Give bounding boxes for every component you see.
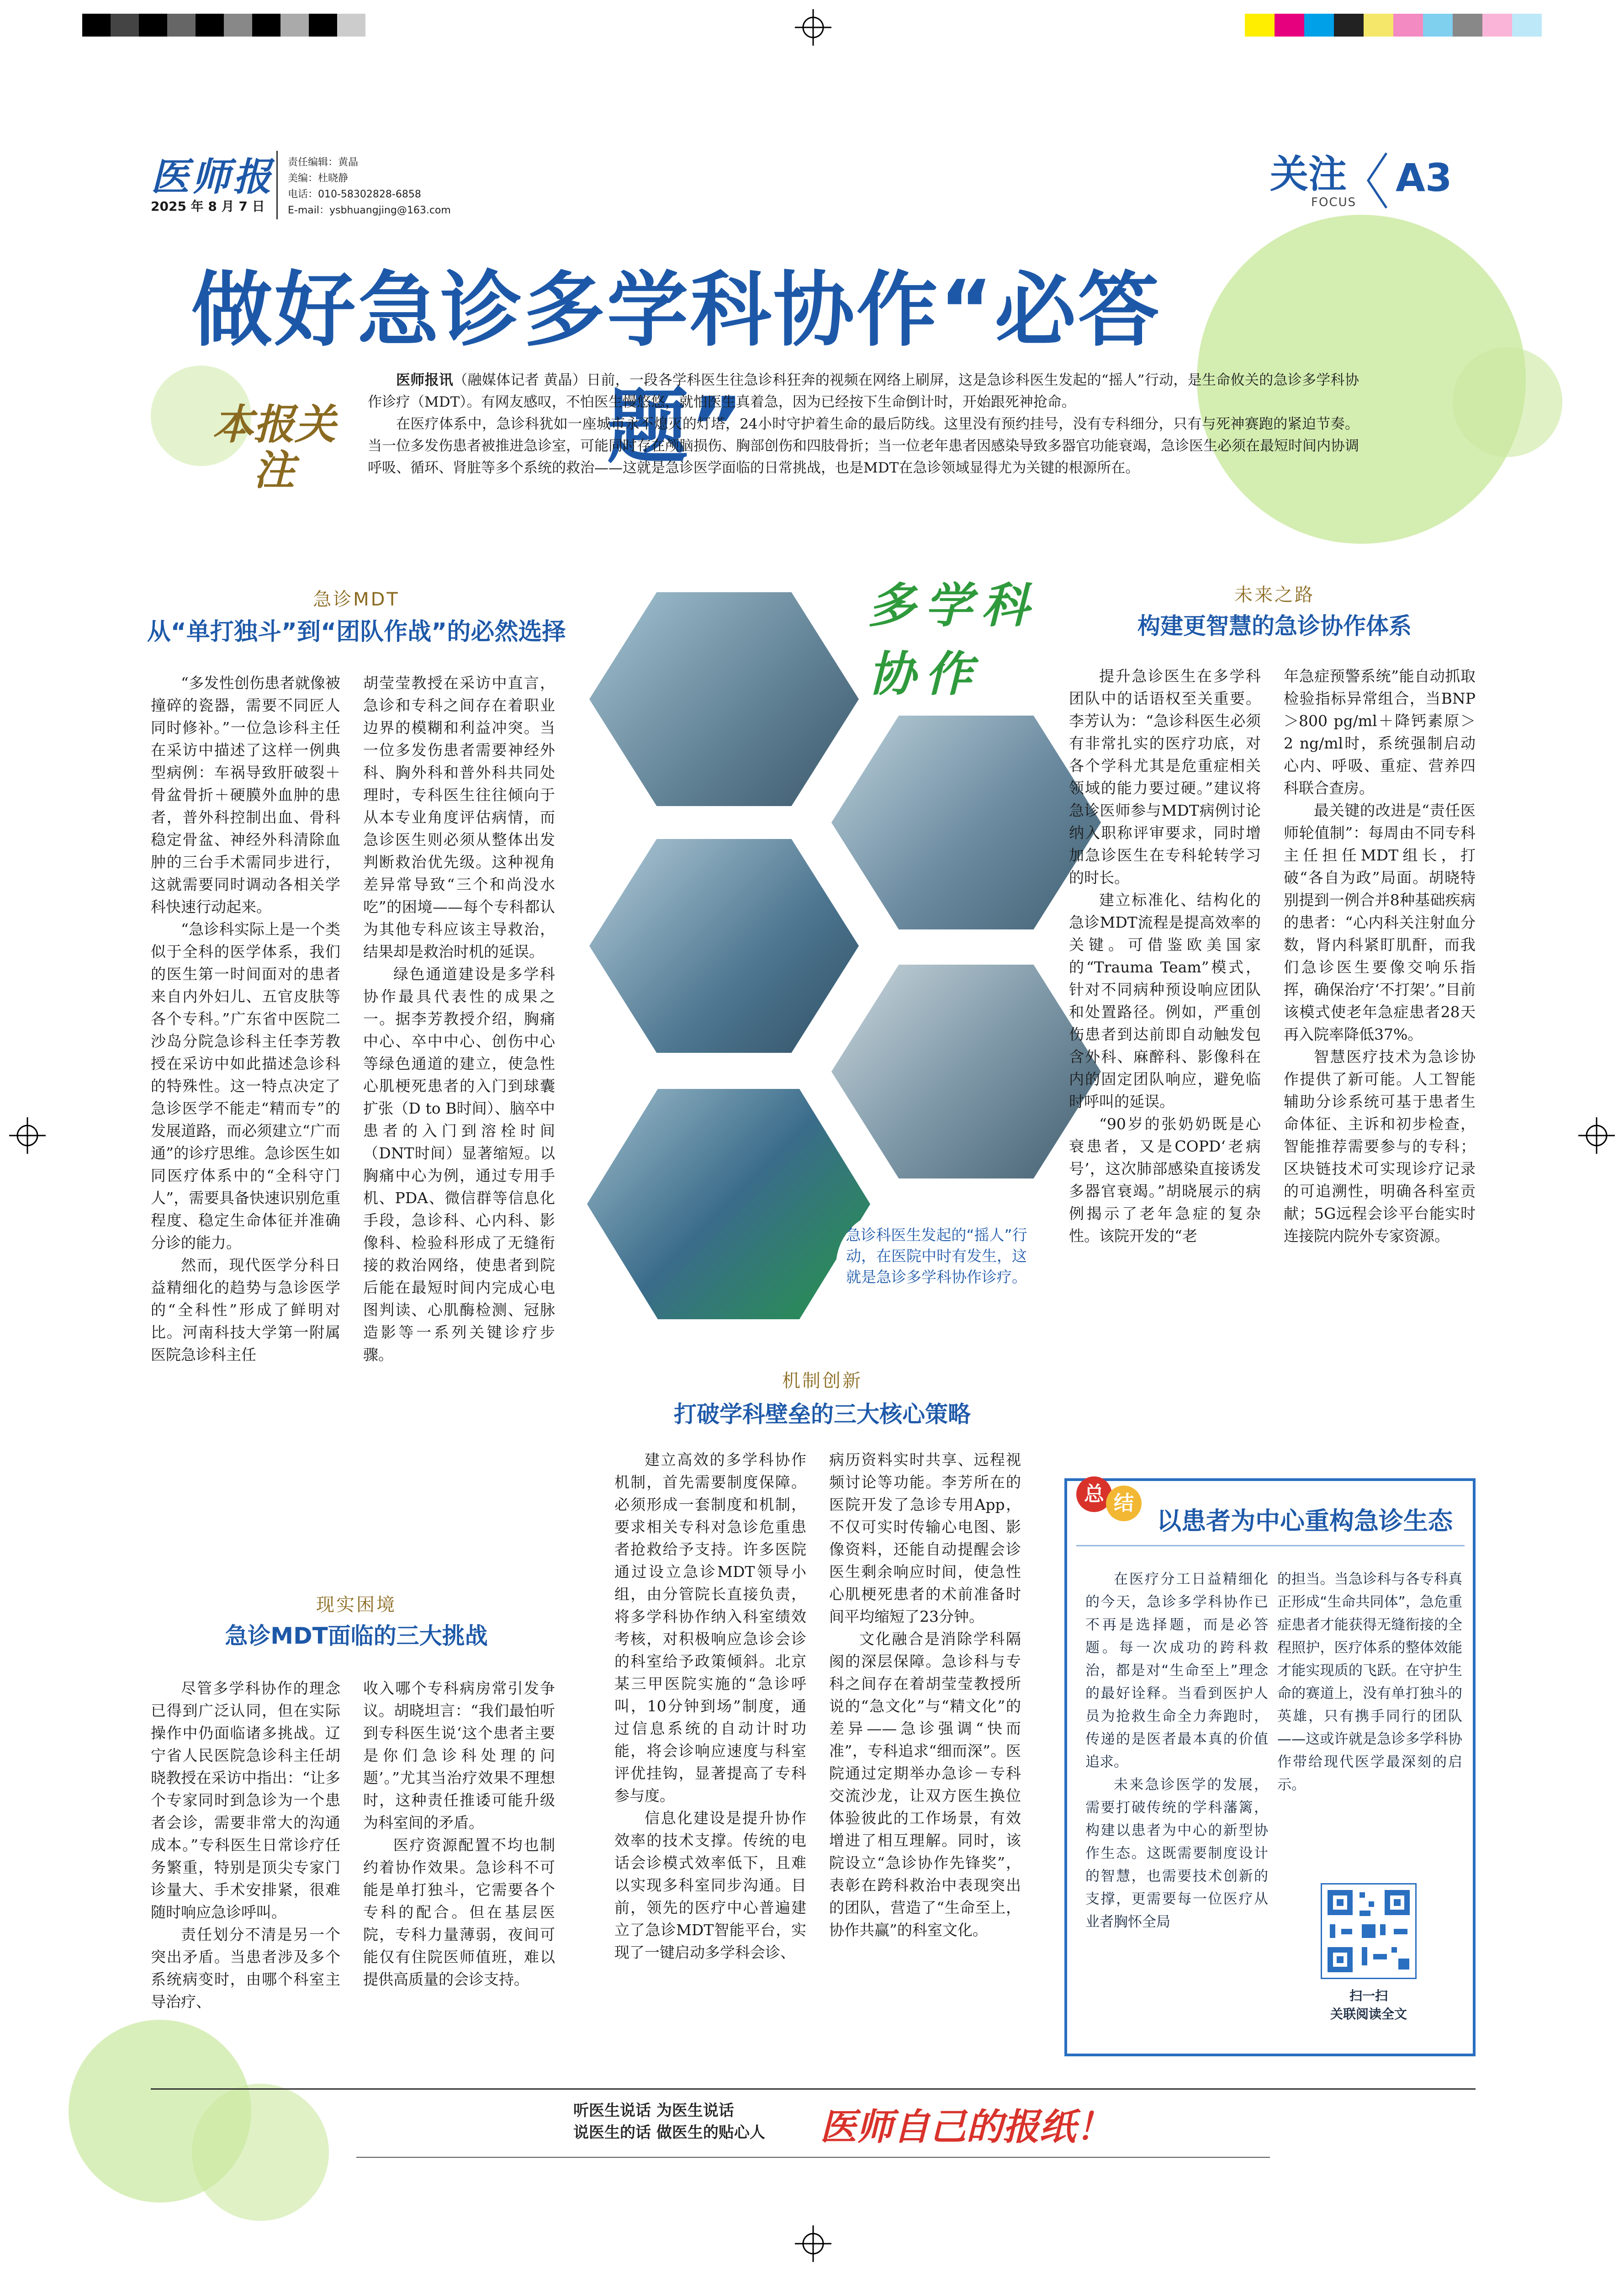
section1-title: 从“单打独斗”到“团队作战”的必然选择 [147,618,566,646]
paragraph: 尽管多学科协作的理念已得到广泛认同，但在实际操作中仍面临诸多挑战。辽宁省人民医院急诊科主任胡晓教授在采访中指出：“让多个专家同时到急诊为一个患者会诊，需要非常大的沟通成本。”专科医生日常诊疗任务繁重，特别是顶尖专家门诊量大、手术安排紧，很难随时响应急诊呼叫。 [151,1679,340,1921]
paragraph: 在医疗分工日益精细化的今天，急诊多学科协作已不再是选择题，而是必答题。每一次成功的跨科救治，都是对“生命至上”理念的最好诠释。当看到医护人员为抢救生命全力奔跑时，传递的是医者最本真的价值追求。 [1085,1571,1268,1770]
summary-badge-1: 总 [1076,1476,1112,1512]
section2-column-1 [151,1677,340,2013]
paragraph: 建立高效的多学科协作机制，首先需要制度保障。必须形成一套制度和机制，要求相关专科对急诊危重患者抢救给予支持。许多医院通过设立急诊MDT领导小组，由分管院长直接负责，将多学科协作纳入科室绩效考核，对积极响应急诊会诊的科室给予政策倾斜。北京某三甲医院实施的“急诊呼叫，10分钟到场”制度，通过信息系统的自动计时功能，将会诊响应速度与科室评优挂钩，显著提高了专科参与度。 [614,1451,806,1805]
paragraph: “急诊科实际上是一个类似于全科的医学体系，我们的医生第一时间面对的患者来自内外妇儿、五官皮肤等各个专科。”广东省中医院二沙岛分院急诊科主任李芳教授在采访中如此描述急诊科的特殊性。这一特点决定了急诊医学不能走“精而专”的发展道路，而必须建立“广而通”的诊疗思维。急诊医生如同医疗体系中的“全科守门人”，需要具备快速识别危重程度、稳定生命体征并准确分诊的能力。 [151,920,340,1252]
paragraph: 病历资料实时共享、远程视频讨论等功能。李芳所在的医院开发了急诊专用App，不仅可实时传输心电图、影像资料，还能自动提醒会诊医生剩余响应时间，使急性心肌梗死患者的术前准备时间平均缩短了23分钟。 [829,1451,1021,1625]
footer-tagline: 医师自己的报纸！ [820,2106,1112,2148]
color-calibration-bar-right [1245,14,1542,37]
paper-name: 医师报 [151,154,275,199]
section-name: 关注 [1270,152,1347,196]
chevron-left-icon [1364,151,1391,210]
section2-column-2 [363,1677,555,1991]
paragraph: 责任划分不清是另一个突出矛盾。当患者涉及多个系统病变时，由哪个科室主导治疗、 [151,1926,340,2011]
registration-mark-icon [795,2225,831,2262]
section2-title: 急诊MDT面临的三大挑战 [225,1623,488,1649]
paragraph: 然而，现代医学分科日益精细化的趋势与急诊医学的“全科性”形成了鲜明对比。河南科技大学第一附属医院急诊科主任 [151,1256,340,1364]
footer-slogan [573,2100,765,2144]
paragraph: 医疗资源配置不均也制约着协作效果。急诊科不可能是单打独斗，它需要各个专科的配合。但在基层医院，专科力量薄弱，夜间可能仅有住院医师值班，难以提供高质量的会诊支持。 [363,1836,555,1988]
section1-column-2 [363,672,555,1366]
registration-mark-icon [795,9,831,46]
masthead-divider [276,151,278,219]
qr-code-icon[interactable] [1321,1883,1417,1979]
paragraph: 提升急诊医生在多学科团队中的话语权至关重要。李芳认为：“急诊科医生必须有非常扎实的医疗功底，对各个学科尤其是危重症相关领域的能力要过硬。”建议将急诊医师参与MDT病例讨论纳入职称评审要求，同时增加急诊医生在专科轮转学习的时长。 [1069,667,1261,887]
editor-name: 责任编辑：黄晶 [288,157,359,168]
registration-mark-icon [9,1117,46,1154]
intro-byline: （融媒体记者 黄晶） [453,372,587,388]
qr-caption-2: 关联阅读全文 [1330,2007,1407,2022]
masthead [151,142,1485,224]
paragraph: 最关键的改进是“责任医师轮值制”：每周由不同专科主任担任MDT组长，打破“各自为政”局面。胡晓特别提到一例合并8种基础疾病的患者：“心内科关注射血分数，肾内科紧盯肌酐，而我们急诊医生要像交响乐指挥，确保治疗‘不打架’。”目前该模式使老年急症患者28天再入院率降低37%。 [1284,802,1476,1043]
designer-name: 美编：杜晓静 [288,173,349,184]
section4-column-1 [1069,665,1261,1247]
section4-title: 构建更智慧的急诊协作体系 [1137,613,1412,639]
summary-column-2 [1277,1568,1462,1796]
qr-caption-1: 扫一扫 [1349,1988,1388,2003]
paragraph: “多发性创伤患者就像被撞碎的瓷器，需要不同匠人同时修补。”一位急诊科主任在采访中描述了这样一例典型病例：车祸导致肝破裂＋骨盆骨折＋硬膜外血肿的患者，普外科控制出血、骨科稳定骨盆、神经外科清除血肿的三台手术需同步进行，这就需要同时调动各相关学科快速行动起来。 [151,674,340,916]
photo-caption-text: 急诊科医生发起的“摇人”行动，在医院中时有发生，这就是急诊多学科协作诊疗。 [846,1226,1027,1286]
footer-slogan-2: 说医生的话 做医生的贴心人 [573,2123,765,2142]
paragraph: 绿色通道建设是多学科协作最具代表性的成果之一。据李芳教授介绍，胸痛中心、卒中中心、创伤中心等绿色通道的建立，使急性心肌梗死患者的入门到球囊扩张（D to B时间）、脑卒中患者的入门到溶栓时间（DNT时间）显著缩短。以胸痛中心为例，通过专用手机、PDA、微信群等信息化手段，急诊科、心内科、影像科、检验科形成了无缝衔接的救治网络，使患者到院后能在最短时间内完成心电图判读、心肌酶检测、冠脉造影等一系列关键诊疗步骤。 [363,965,555,1364]
section-name-en: FOCUS [1311,196,1357,209]
summary-column-1 [1085,1568,1268,1933]
section3-column-1 [614,1449,806,1964]
paragraph: 胡莹莹教授在采访中直言，急诊和专科之间存在着职业边界的模糊和利益冲突。当一位多发伤患者需要神经外科、胸外科和普外科共同处理时，专科医生往往倾向于从本专业角度评估病情，而急诊医生则必须从整体出发判断救治优先级。这种视角差异常导致“三个和尚没水吃”的困境——每个专科都认为其他专科应该主导救治，结果却是救治时机的延误。 [363,674,555,961]
paragraph: 信息化建设是提升协作效率的技术支撑。传统的电话会诊模式效率低下，且难以实现多科室同步沟通。目前，领先的医疗中心普遍建立了急诊MDT智能平台，实现了一键启动多学科会诊、 [614,1809,806,1961]
intro-lede [368,369,1359,479]
paragraph: 收入哪个专科病房常引发争议。胡晓坦言：“我们最怕听到专科医生说‘这个患者主要是你们急诊科处理的问题’。”尤其当治疗效果不理想时，这种责任推诿可能升级为科室间的矛盾。 [363,1679,555,1831]
summary-box [1064,1478,1476,2056]
art-title: 多学科协作 [868,578,1038,702]
page-number: A3 [1396,155,1452,200]
section4-kicker: 未来之路 [1234,584,1315,605]
footer-rule [151,2088,1476,2090]
editor-info [288,154,451,218]
intro-paragraph-1 [368,369,1359,413]
summary-badge-2: 结 [1106,1486,1142,1521]
column-badge [208,375,340,512]
intro-paragraph-2: 在医疗体系中，急诊科犹如一座城市永不熄灭的灯塔，24小时守护着生命的最后防线。这里没有预约挂号，没有专科细分，只有与死神赛跑的紧迫节奏。当一位多发伤患者被推进急诊室，可能同时存在颅脑损伤、胸部创伤和四肢骨折；当一位老年患者因感染导致多器官功能衰竭，急诊医生必须在最短时间内协调呼吸、循环、肾脏等多个系统的救治——这就是急诊医学面临的日常挑战，也是MDT在急诊领域显得尤为关键的根源所在。 [368,416,1359,476]
footer-slogan-1: 听医生说话 为医生说话 [573,2102,734,2120]
column-badge-text: 本报关注 [212,401,336,494]
section4-column-2 [1284,665,1476,1247]
section1-column-1 [151,672,340,1366]
photo-emergency-room-2 [831,704,1101,941]
intro-text-1: 日前，一段各学科医生往急诊科狂奔的视频在网络上刷屏，这是急诊科医生发起的“摇人”行动，是生命攸关的急诊多学科协作诊疗（MDT）。有网友感叹，不怕医生慢悠悠，就怕医生真着急，因为已经按下生命倒计时，开始跟死神抢命。 [368,372,1359,410]
section3-title: 打破学科壁垒的三大核心策略 [674,1401,971,1428]
photo-emergency-room-3 [589,827,859,1065]
email-address: E-mail：ysbhuangjing@163.com [288,205,451,216]
footer-rule-bottom [356,2157,1270,2158]
paragraph: 智慧医疗技术为急诊协作提供了新可能。人工智能辅助分诊系统可基于患者生命体征、主诉和初步检查，智能推荐需要参与的专科；区块链技术可实现诊疗记录的可追溯性，明确各科室贡献；5G远程会诊平台能实时连接院内院外专家资源。 [1284,1048,1476,1245]
decor-circle-bottom-left-2 [192,2084,329,2221]
paragraph: 年急症预警系统”能自动抓取检验指标异常组合，当BNP＞800 pg/ml＋降钙素原＞2 ng/ml时，系统强制启动心内、呼吸、重症、营养四科联合查房。 [1284,667,1476,797]
paragraph: 未来急诊医学的发展，需要打破传统的学科藩篱，构建以患者为中心的新型协作生态。这既需要制度设计的智慧，也需要技术创新的支撑，更需要每一位医疗从业者胸怀全局 [1085,1777,1268,1930]
decor-circle-top-right-small [1453,347,1562,457]
photo-emergency-room-1 [589,580,859,818]
photo-emergency-room-4 [831,953,1101,1190]
paragraph: 建立标准化、结构化的急诊MDT流程是提高效率的关键。可借鉴欧美国家的“Trauma Team”模式，针对不同病种预设响应团队和处置路径。例如，严重创伤患者到达前即自动触发包含外科、麻醉科、影像科在内的固定团队响应，避免临时呼叫的延误。 [1069,891,1261,1110]
section1-kicker: 急诊MDT [313,589,400,610]
paragraph: 的担当。当急诊科与各专科真正形成“生命共同体”，急危重症患者才能获得无缝衔接的全程照护，医疗体系的整体效能才能实现质的飞跃。在守护生命的赛道上，没有单打独斗的英雄，只有携手同行的团队——这或许就是急诊多学科协作带给现代医学最深刻的启示。 [1277,1571,1462,1793]
section3-kicker: 机制创新 [782,1370,862,1391]
section2-kicker: 现实困境 [316,1594,397,1615]
color-calibration-bar-left [82,14,365,37]
paragraph: “90岁的张奶奶既是心衰患者，又是COPD‘老病号’，这次肺部感染直接诱发多器官衰竭。”胡晓展示的病例揭示了老年急症的复杂性。该院开发的“老 [1069,1115,1261,1245]
page-headline: 做好急诊多学科协作“必答题” [191,263,1161,474]
phone-number: 电话：010-58302828-6858 [288,189,421,200]
summary-title: 以患者为中心重构急诊生态 [1157,1507,1453,1535]
section3-column-2 [829,1449,1021,1941]
registration-mark-icon [1578,1117,1615,1154]
intro-lead: 医师报讯 [396,372,454,388]
issue-date: 2025 年 8 月 7 日 [151,199,265,214]
paragraph: 文化融合是消除学科隔阂的深层保障。急诊科与专科之间存在着胡莹莹教授所说的“急文化”与“精文化”的差异——急诊强调“快而准”，专科追求“细而深”。医院通过定期举办急诊－专科交流沙龙，让双方医生换位体验彼此的工作场景，有效增进了相互理解。同时，该院设立“急诊协作先锋奖”，表彰在跨科救治中表现突出的团队，营造了“生命至上，协作共赢”的科室文化。 [829,1630,1021,1939]
photo-emergency-room-5 [587,1076,870,1332]
summary-title-underline [1076,1545,1465,1546]
